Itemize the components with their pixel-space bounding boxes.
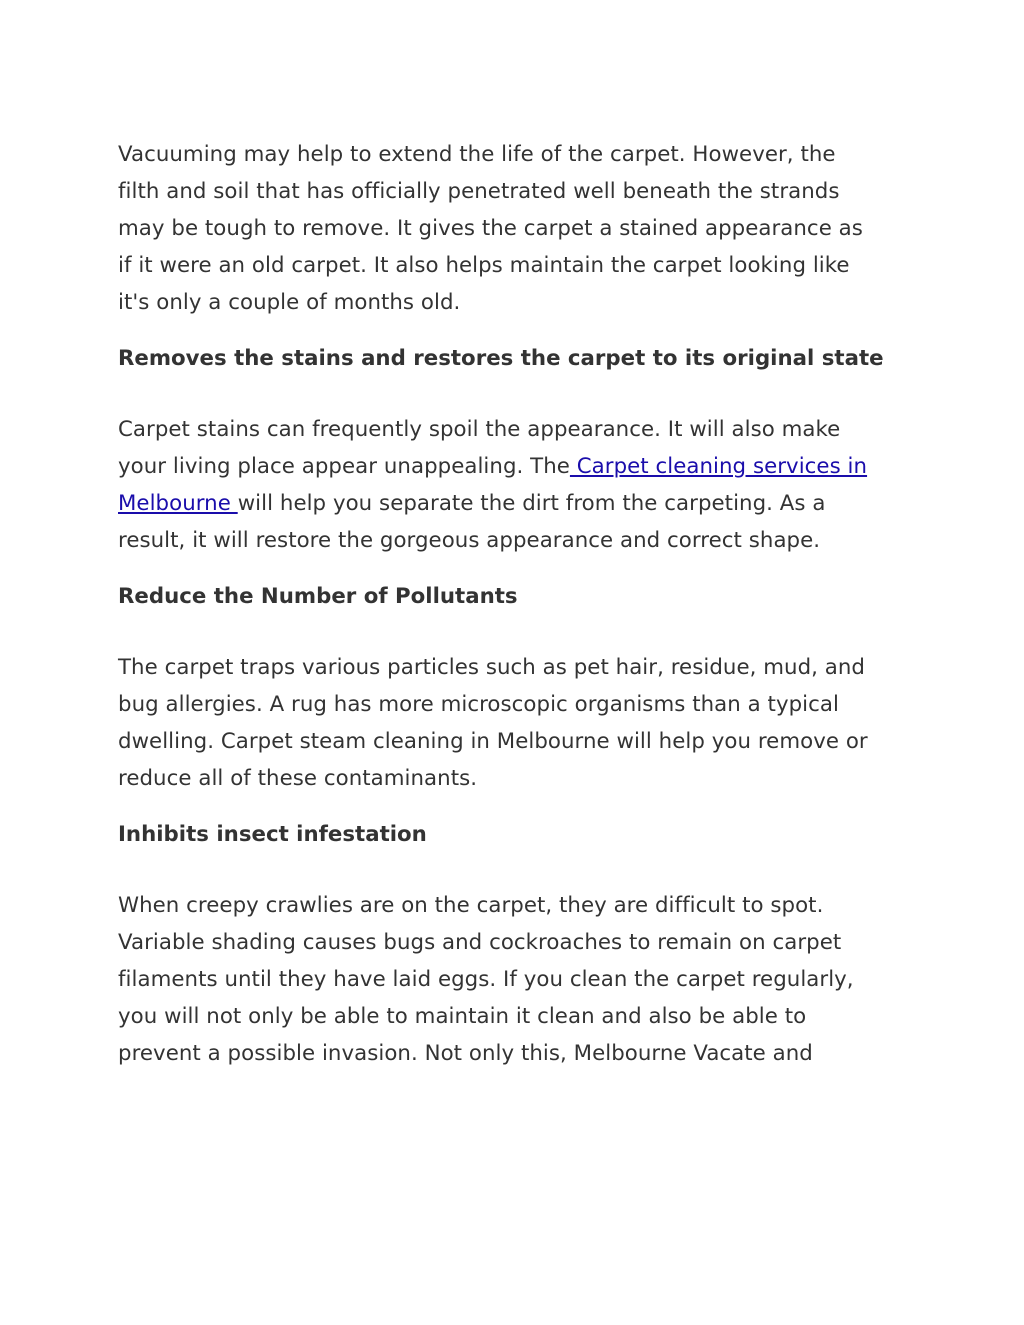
paragraph-carpet-stains — [118, 411, 908, 559]
spacer — [118, 559, 908, 578]
text-line: bug allergies. A rug has more microscopic organisms than a typical — [118, 692, 839, 717]
heading-insect-infestation: Inhibits insect infestation — [118, 822, 427, 847]
text-line: Carpet stains can frequently spoil the appearance. It will also make — [118, 417, 841, 442]
spacer — [118, 853, 908, 887]
text-line — [118, 454, 867, 479]
document-page — [118, 136, 908, 1072]
text-line: it's only a couple of months old. — [118, 290, 461, 315]
paragraph-insects — [118, 887, 908, 1072]
text-segment: your living place appear unappealing. The — [118, 454, 570, 479]
text-line: The carpet traps various particles such as pet hair, residue, mud, and — [118, 655, 865, 680]
text-line: dwelling. Carpet steam cleaning in Melbourne will help you remove or — [118, 729, 868, 754]
spacer — [118, 321, 908, 340]
spacer — [118, 377, 908, 411]
text-line: Vacuuming may help to extend the life of the carpet. However, the — [118, 142, 836, 167]
text-line — [118, 491, 825, 516]
spacer — [118, 797, 908, 816]
text-line: filth and soil that has officially penetrated well beneath the strands — [118, 179, 840, 204]
text-line: result, it will restore the gorgeous appearance and correct shape. — [118, 528, 821, 553]
paragraph-pollutants — [118, 649, 908, 797]
text-line: if it were an old carpet. It also helps maintain the carpet looking like — [118, 253, 850, 278]
text-line: reduce all of these contaminants. — [118, 766, 478, 791]
text-line: filaments until they have laid eggs. If you clean the carpet regularly, — [118, 967, 854, 992]
text-line: When creepy crawlies are on the carpet, they are difficult to spot. — [118, 893, 824, 918]
text-line: may be tough to remove. It gives the carpet a stained appearance as — [118, 216, 863, 241]
text-segment: will help you separate the dirt from the carpeting. As a — [237, 491, 826, 516]
text-line: prevent a possible invasion. Not only this, Melbourne Vacate and — [118, 1041, 813, 1066]
text-line: Variable shading causes bugs and cockroaches to remain on carpet — [118, 930, 842, 955]
heading-removes-stains: Removes the stains and restores the carpet to its original state — [118, 346, 884, 371]
spacer — [118, 615, 908, 649]
text-line: you will not only be able to maintain it clean and also be able to — [118, 1004, 807, 1029]
heading-reduce-pollutants: Reduce the Number of Pollutants — [118, 584, 518, 609]
carpet-cleaning-services-link[interactable]: Carpet cleaning services in — [569, 454, 868, 479]
paragraph-vacuuming — [118, 136, 908, 321]
carpet-cleaning-services-link-continued[interactable]: Melbourne — [118, 491, 238, 516]
